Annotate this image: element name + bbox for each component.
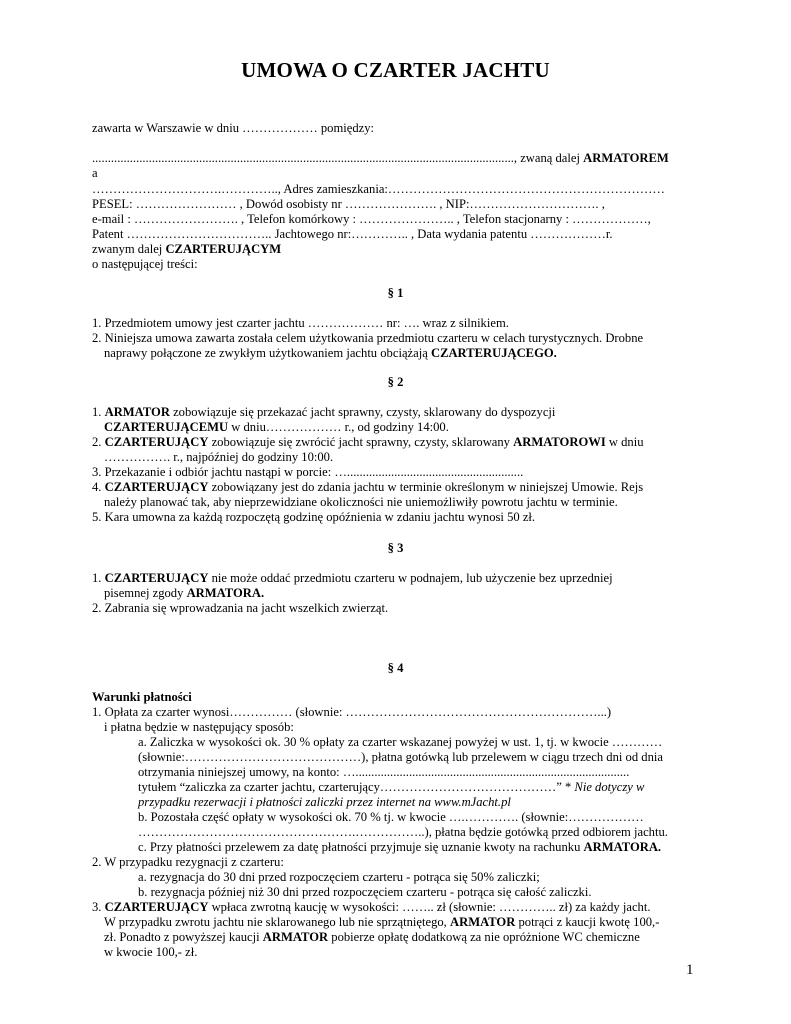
s2-p2-bold-2: ARMATOROWI [513, 435, 606, 449]
patent-line: Patent …………………………….. Jachtowego nr:………….. , Data wydania patentu ………………r. [92, 227, 613, 241]
s4-point-3b [104, 915, 659, 930]
document-title: UMOWA O CZARTER JACHTU [241, 58, 550, 82]
s2-point-3: 3. Przekazanie i odbiór jachtu nastąpi w porcie: …........................................................ [92, 465, 524, 479]
armator-dots: ......................................................................................................................................, [92, 151, 518, 165]
s3-p1b-bold: ARMATORA. [186, 586, 265, 600]
s1-point-2a: 2. Niniejsza umowa zawarta została celem użytkowania przedmiotu czarteru w celach turystycznych. Drobne [92, 331, 644, 345]
s4-p3c-bold: ARMATOR [262, 930, 329, 944]
payment-terms-heading: Warunki płatności [92, 690, 192, 704]
s1-point-2b-text: naprawy połączone ze zwykłym użytkowaniem jachtu obciążają [104, 346, 428, 360]
charterer-prefix: zwanym dalej [92, 242, 163, 256]
s4-p3b-rest: potrąci z kaucji kwotę 100,- [518, 915, 660, 929]
s3-p1-text: nie może oddać przedmiotu czarteru w podnajem, lub użyczenie bez uprzedniej [211, 571, 613, 585]
s4-p3b-bold: ARMATOR [450, 915, 516, 929]
s2-point-1a [92, 405, 555, 420]
s4-deposit-note: Nie dotyczy w [574, 780, 645, 794]
s4-transfer-bold: ARMATORA. [583, 840, 662, 854]
armator-line [92, 151, 669, 166]
address-line: ………………………….………….., Adres zamieszkania:………………………………………………………… [92, 182, 665, 196]
s3-p1-number: 1. [92, 571, 102, 585]
charterer-name: CZARTERUJĄCYM [165, 242, 282, 256]
s4-point-3c [104, 930, 640, 945]
s4-transfer-text: c. Przy płatności przelewem za datę płatności przyjmuje się uznanie kwoty na rachunku [138, 840, 581, 854]
s4-point-3a [92, 900, 650, 915]
s2-p1b-text: w dniu……………… r., od godziny 14:00. [231, 420, 449, 434]
s1-point-2b [104, 346, 557, 361]
s4-p3-number: 3. [92, 900, 102, 914]
page-number: 1 [686, 962, 694, 978]
s2-p4-text: zobowiązany jest do zdania jachtu w terminie określonym w niniejszej Umowie. Rejs [211, 480, 644, 494]
s2-p1-bold: ARMATOR [104, 405, 170, 419]
s2-p2-text: zobowiązuje się zwrócić jacht sprawny, czysty, sklarowany [211, 435, 510, 449]
s4-deposit-line-3: otrzymania niniejszej umowy, na konto: …....................................................................................... [138, 765, 630, 779]
s4-p3c-text: zł. Ponadto z powyższej kaucji [104, 930, 260, 944]
s2-point-4a [92, 480, 643, 495]
s4-deposit-title: tytułem “zaliczka za czarter jachtu, czarterujący……………………………………” * [138, 780, 572, 794]
s4-point-3d: w kwocie 100,- zł. [104, 945, 198, 959]
s2-p1b-bold: CZARTERUJĄCEMU [104, 420, 229, 434]
s2-p1-number: 1. [92, 405, 102, 419]
s4-p3b-text: W przypadku zwrotu jachtu nie sklarowanego lub nie sprzątniętego, [104, 915, 447, 929]
s4-point-1b: i płatna będzie w następujący sposób: [104, 720, 294, 734]
s4-deposit-line-4 [138, 780, 644, 795]
section-1-heading: § 1 [387, 286, 404, 300]
armator-name: ARMATOREM [583, 151, 669, 165]
charterer-line [92, 242, 281, 257]
s2-p4-bold: CZARTERUJĄCY [104, 480, 209, 494]
s4-point-2: 2. W przypadku rezygnacji z czarteru: [92, 855, 284, 869]
s2-p4-number: 4. [92, 480, 102, 494]
s4-remainder-line-1: b. Pozostała część opłaty w wysokości ok. 70 % tj. w kwocie ….…………. (słownie:……………… [138, 810, 644, 824]
s2-point-1b [104, 420, 449, 435]
s4-cancel-b: b. rezygnacja później niż 30 dni przed rozpoczęciem czarteru - potrąca się całość zaliczki. [138, 885, 592, 899]
s4-remainder-line-2: …………………………………………….……………..), płatna będzie gotówką przed odbiorem jachtu. [138, 825, 668, 839]
email-line: e-mail : ……………………. , Telefon komórkowy : ………………….. , Telefon stacjonarny : ………………, [92, 212, 651, 226]
s2-point-2a [92, 435, 644, 450]
section-2-heading: § 2 [387, 375, 404, 389]
s2-p2-end: w dniu [608, 435, 644, 449]
s2-point-5: 5. Kara umowna za każdą rozpoczętą godzinę opóźnienia w zdaniu jachtu wynosi 50 zł. [92, 510, 536, 524]
s3-p1b-text: pisemnej zgody [104, 586, 184, 600]
s4-deposit-note-2: przypadku rezerwacji i płatności zaliczki przez internet na www.mJacht.pl [138, 795, 511, 809]
s2-point-4b: należy planować tak, aby nieprzewidziane okoliczności nie uniemożliwiły powrotu jachtu w terminie. [104, 495, 618, 509]
s2-point-2b: ……………. r., najpóźniej do godziny 10:00. [104, 450, 334, 464]
s2-p2-number: 2. [92, 435, 102, 449]
s4-point-1: 1. Opłata za czarter wynosi…………… (słownie: ……………………………………………………...) [92, 705, 612, 719]
s4-deposit-line-2: (słownie:……………………………………), płatna gotówką lub przelewem w ciągu trzech dni od dnia [138, 750, 663, 764]
s3-point-1b [104, 586, 264, 601]
pesel-line: PESEL: …………………… , Dowód osobisty nr …………………. , NIP:…………………………. , [92, 197, 605, 211]
s4-p3c-rest: pobierze opłatę dodatkową za nie opróżnione WC chemiczne [331, 930, 640, 944]
s4-p3-text: wpłaca zwrotną kaucję w wysokości: …….. zł (słownie: ………….. zł) za każdy jacht. [211, 900, 651, 914]
intro-line: zawarta w Warszawie w dniu ……………… pomiędzy: [92, 121, 375, 135]
content-line: o następującej treści: [92, 257, 198, 271]
section-3-heading: § 3 [387, 541, 404, 555]
s3-p1-bold: CZARTERUJĄCY [104, 571, 209, 585]
s4-deposit-line-5 [138, 795, 511, 810]
s4-deposit-line-1: a. Zaliczka w wysokości ok. 30 % opłaty za czarter wskazanej powyżej w ust. 1, tj. w kwocie ………… [138, 735, 663, 749]
s2-p1-text: zobowiązuje się przekazać jacht sprawny, czysty, sklarowany do dyspozycji [173, 405, 556, 419]
s1-point-1: 1. Przedmiotem umowy jest czarter jachtu ……………… nr: …. wraz z silnikiem. [92, 316, 509, 330]
conjunction-a: a [92, 166, 98, 180]
s4-p3-bold: CZARTERUJĄCY [104, 900, 209, 914]
armator-prefix: zwaną dalej [520, 151, 580, 165]
s3-point-2: 2. Zabrania się wprowadzania na jacht wszelkich zwierząt. [92, 601, 389, 615]
s3-point-1a [92, 571, 613, 586]
s4-transfer-line [138, 840, 661, 855]
s4-cancel-a: a. rezygnacja do 30 dni przed rozpoczęciem czarteru - potrąca się 50% zaliczki; [138, 870, 540, 884]
section-4-heading: § 4 [387, 661, 404, 675]
s1-point-2b-bold: CZARTERUJĄCEGO. [430, 346, 557, 360]
s2-p2-bold: CZARTERUJĄCY [104, 435, 209, 449]
